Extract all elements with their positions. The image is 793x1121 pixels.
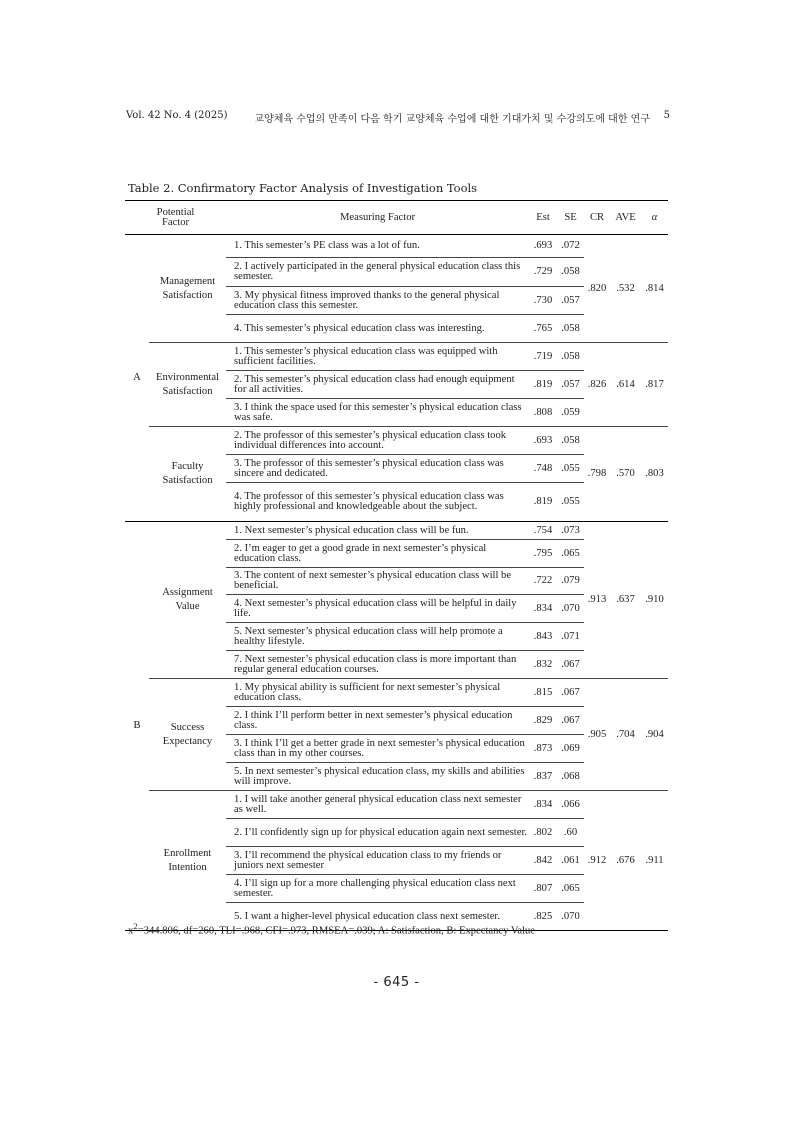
measuring-item: 2. This semester’s physical education class had enough equipment for all activities.	[234, 373, 515, 395]
est-value: .807	[533, 882, 553, 894]
se-value: .061	[561, 854, 580, 866]
factor-name-line2: Expectancy	[162, 735, 213, 747]
factor-name-line1: Faculty	[171, 461, 204, 472]
se-value: .058	[561, 322, 580, 334]
header-est: Est	[536, 211, 550, 223]
factor-name-line2: Satisfaction	[162, 289, 213, 301]
se-value: .068	[561, 770, 580, 782]
measuring-item: 3. I think the space used for this semester’s physical education class was safe.	[234, 401, 522, 423]
measuring-item: 3. I’ll recommend the physical education class to my friends or juniors next semester	[234, 849, 502, 871]
measuring-item: 4. This semester’s physical education class was interesting.	[234, 322, 485, 334]
est-value: .829	[533, 714, 553, 726]
table-row	[125, 522, 668, 540]
header-se: SE	[564, 211, 577, 223]
alpha-value: .904	[645, 728, 664, 740]
measuring-item: 3. The professor of this semester’s physical education class was sincere and dedicated.	[234, 457, 504, 479]
measuring-item: 2. I’ll confidently sign up for physical education again next semester.	[234, 826, 528, 838]
ave-value: .614	[616, 378, 635, 390]
se-value: .065	[561, 882, 580, 894]
est-value: .719	[533, 350, 553, 362]
header-potential-line2: Factor	[161, 216, 190, 228]
cfa-table	[125, 200, 668, 931]
alpha-value: .817	[645, 378, 664, 390]
est-value: .729	[533, 266, 553, 277]
ave-value: .532	[616, 282, 635, 294]
est-value: .730	[533, 294, 553, 306]
se-value: .067	[561, 658, 580, 670]
se-value: .079	[561, 575, 580, 586]
est-value: .837	[533, 770, 553, 782]
running-title: 교양체육 수업의 만족이 다음 학기 교양체육 수업에 대한 기대가치 및 수강의도에 대한 연구	[254, 114, 650, 125]
se-value: .067	[561, 714, 580, 726]
measuring-item: 7. Next semester’s physical education class is more important than regular general education courses.	[234, 653, 517, 675]
se-value: .066	[561, 798, 580, 810]
factor-name-line1: Enrollment	[163, 847, 212, 859]
est-value: .722	[533, 575, 553, 586]
measuring-item: 2. I’m eager to get a good grade in next semester’s physical education class.	[234, 542, 487, 564]
measuring-item: 1. This semester’s PE class was a lot of fun.	[234, 240, 420, 251]
measuring-item: 3. The content of next semester’s physical education class will be beneficial.	[234, 570, 512, 591]
alpha-value: .803	[645, 468, 664, 479]
header-page-number: 5	[663, 110, 670, 121]
est-value: .802	[533, 826, 553, 838]
se-value: .058	[561, 434, 580, 446]
factor-name-line2: Intention	[168, 861, 207, 873]
measuring-item: 3. My physical fitness improved thanks to the general physical education class this semester.	[234, 289, 500, 311]
table-row	[125, 791, 668, 819]
alpha-value: .911	[645, 854, 664, 866]
table-body	[125, 235, 668, 931]
se-value: .072	[561, 240, 580, 251]
measuring-item: 1. Next semester’s physical education class will be fun.	[234, 524, 469, 536]
measuring-item: 1. I will take another general physical education class next semester as well.	[234, 793, 522, 815]
est-value: .748	[533, 462, 553, 474]
est-value: .834	[533, 798, 553, 810]
est-value: .808	[533, 406, 553, 418]
factor-name	[149, 679, 226, 791]
table-caption: Table 2. Confirmatory Factor Analysis of Investigation Tools	[128, 181, 478, 195]
est-value: .842	[533, 854, 553, 866]
measuring-item: 4. The professor of this semester’s physical education class was highly professional and knowledgeable about the subject.	[234, 491, 504, 512]
table-row	[125, 235, 668, 258]
header-measuring-factor: Measuring Factor	[340, 211, 416, 223]
header-ave: AVE	[615, 211, 636, 223]
measuring-item: 5. I want a higher-level physical education class next semester.	[234, 910, 501, 922]
se-value: .059	[561, 406, 580, 418]
est-value: .873	[533, 742, 553, 754]
header-alpha: α	[651, 211, 658, 223]
page-footer-number: - 645 -	[373, 975, 420, 990]
est-value: .834	[533, 602, 553, 614]
factor-name-line1: Environmental	[156, 371, 219, 383]
factor-name	[149, 791, 226, 931]
category-label: A	[125, 235, 149, 522]
category-label: B	[125, 522, 149, 931]
chi-symbol: x	[128, 925, 134, 937]
cr-value: .820	[587, 282, 607, 294]
table-row	[125, 427, 668, 455]
journal-volume: Vol. 42 No. 4 (2025)	[126, 110, 228, 121]
est-value: .819	[533, 378, 553, 390]
est-value: .693	[533, 240, 553, 251]
factor-name-line2: Satisfaction	[162, 385, 213, 397]
ave-value: .570	[616, 468, 635, 479]
running-header	[126, 110, 670, 126]
cr-value: .912	[587, 854, 607, 866]
factor-name-line1: Success	[170, 721, 205, 733]
factor-name	[149, 343, 226, 427]
cr-value: .913	[587, 594, 607, 605]
est-value: .765	[533, 322, 553, 334]
se-value: .073	[561, 524, 580, 536]
se-value: .057	[561, 294, 580, 306]
table-header-row	[125, 201, 668, 235]
measuring-item: 3. I think I’ll get a better grade in next semester’s physical education class than in my other courses.	[234, 737, 525, 759]
measuring-item: 2. The professor of this semester’s physical education class took individual differences into account.	[234, 429, 507, 451]
est-value: .843	[533, 630, 553, 642]
est-value: .819	[533, 496, 553, 507]
measuring-item: 2. I think I’ll perform better in next semester’s physical education class.	[234, 709, 513, 731]
factor-name	[149, 235, 226, 343]
table-note	[128, 921, 535, 937]
est-value: .825	[533, 910, 553, 922]
est-value: .815	[533, 686, 553, 698]
factor-name-line1: Assignment	[162, 587, 213, 598]
se-value: .058	[561, 266, 580, 277]
se-value: .070	[561, 910, 580, 922]
est-value: .832	[533, 658, 553, 670]
fit-indices: =344.806, df=260, TLI=.968, CFI=.973, RMSEA=.039; A: Satisfaction, B: Expectancy Value	[137, 925, 536, 937]
cr-value: .826	[587, 378, 607, 390]
measuring-item: 4. I’ll sign up for a more challenging physical education class next semester.	[234, 877, 516, 899]
est-value: .795	[533, 547, 553, 559]
se-value: .071	[561, 630, 580, 642]
measuring-item: 2. I actively participated in the general physical education class this semester.	[234, 261, 521, 282]
factor-name-line2: Value	[175, 601, 200, 612]
measuring-item: 1. This semester’s physical education class was equipped with sufficient facilities.	[234, 345, 498, 367]
measuring-item: 4. Next semester’s physical education class will be helpful in daily life.	[234, 597, 517, 619]
se-value: .067	[561, 686, 580, 698]
table-row	[125, 343, 668, 371]
se-value: .055	[561, 462, 580, 474]
factor-name	[149, 427, 226, 522]
cr-value: .798	[587, 468, 607, 479]
cr-value: .905	[587, 728, 607, 740]
ave-value: .704	[616, 728, 635, 740]
se-value: .065	[561, 547, 580, 559]
ave-value: .637	[616, 594, 635, 605]
se-value: .070	[561, 602, 580, 614]
ave-value: .676	[616, 854, 635, 866]
measuring-item: 5. In next semester’s physical education class, my skills and abilities will improve.	[234, 765, 525, 787]
est-value: .693	[533, 434, 553, 446]
se-value: .058	[561, 350, 580, 362]
alpha-value: .814	[645, 282, 664, 294]
est-value: .754	[533, 524, 553, 536]
header-potential-factor	[125, 201, 226, 235]
alpha-value: .910	[645, 594, 664, 605]
table-row	[125, 679, 668, 707]
measuring-item: 5. Next semester’s physical education class will help promote a healthy lifestyle.	[234, 625, 503, 647]
chi-superscript: 2	[133, 921, 138, 931]
measuring-item: 1. My physical ability is sufficient for next semester’s physical education class.	[234, 681, 501, 703]
factor-name	[149, 522, 226, 679]
factor-name-line1: Management	[159, 275, 216, 287]
header-potential-line1: Potential	[156, 206, 195, 218]
se-value: .069	[561, 742, 580, 754]
se-value: .60	[563, 826, 578, 838]
se-value: .057	[561, 378, 580, 390]
factor-name-line2: Satisfaction	[162, 475, 213, 486]
se-value: .055	[561, 496, 580, 507]
header-cr: CR	[589, 211, 605, 223]
